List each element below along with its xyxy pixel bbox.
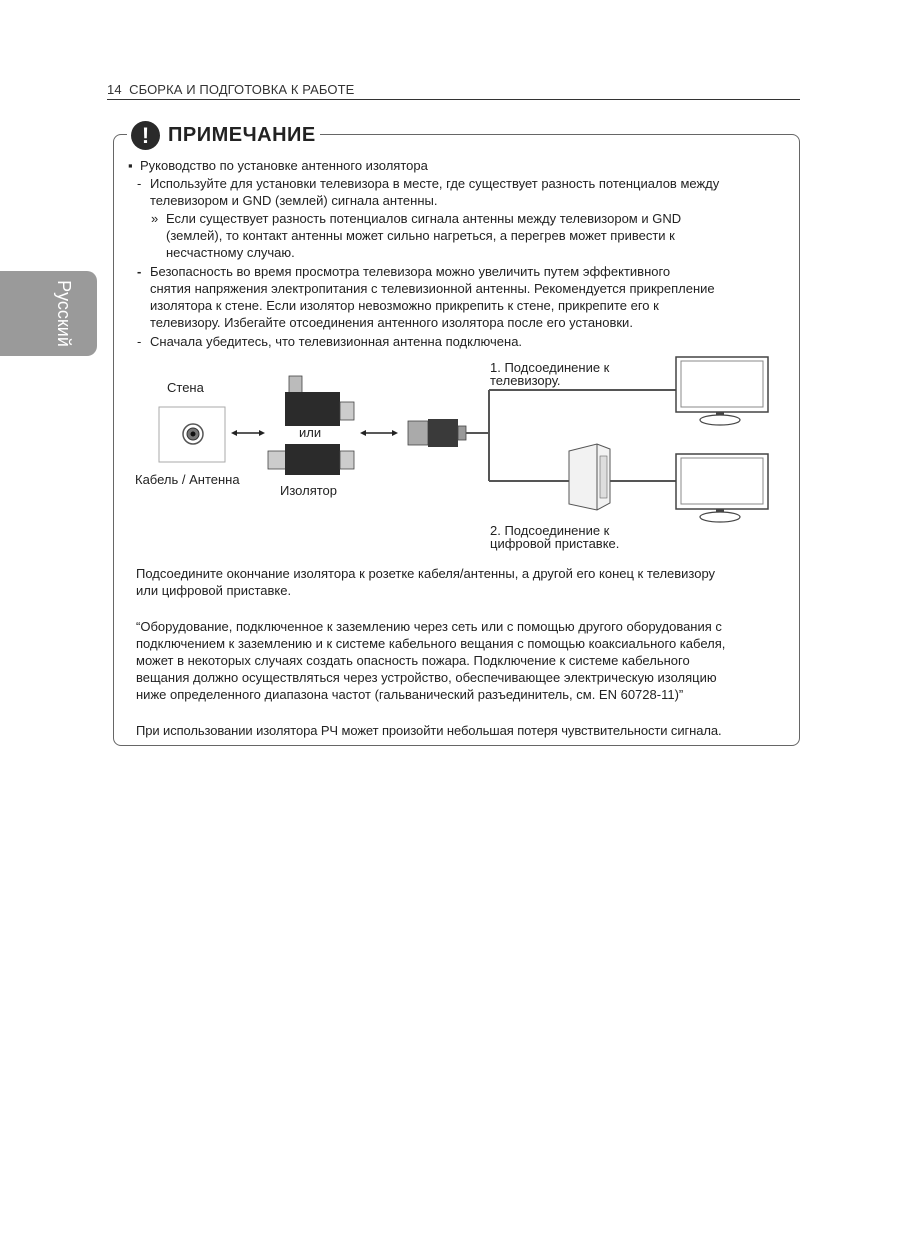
item2-line: снятия напряжения электропитания с телевизионной антенны. Рекомендуется прикрепление: [150, 281, 715, 296]
connection-stb-label: 2. Подсоединение к: [490, 523, 610, 538]
wall-outlet-icon: [159, 407, 225, 462]
double-arrow-icon: [360, 430, 398, 436]
quote-paragraph-line: вещания должно осуществляться через устройство, обеспечивающее электрическую изоляцию: [136, 670, 717, 685]
item1-line: Используйте для установки телевизора в месте, где существует разность потенциалов между: [150, 176, 720, 191]
cable-antenna-label: Кабель / Антенна: [135, 472, 240, 487]
dash-marker: -: [137, 264, 142, 279]
double-arrow-icon: [231, 430, 265, 436]
note-title: ПРИМЕЧАНИЕ: [168, 123, 316, 146]
isolator-label: Изолятор: [280, 483, 337, 498]
page-number: 14: [107, 82, 122, 97]
item1-line: телевизором и GND (землей) сигнала антенны.: [150, 193, 438, 208]
item2-line: изолятора к стене. Если изолятор невозможно прикрепить к стене, прикрепите его к: [150, 298, 659, 313]
set-top-box-icon: [569, 444, 610, 510]
rf-loss-paragraph: При использовании изолятора РЧ может произойти небольшая потеря чувствительности сигнала.: [136, 723, 722, 738]
subitem-line: Если существует разность потенциалов сигнала антенны между телевизором и GND: [166, 211, 682, 226]
tv-icon: [676, 454, 768, 522]
or-label: или: [299, 425, 322, 440]
section-title: СБОРКА И ПОДГОТОВКА К РАБОТЕ: [129, 82, 355, 97]
connection-tv-label: телевизору.: [490, 373, 561, 388]
connect-paragraph-line: Подсоедините окончание изолятора к розетке кабеля/антенны, а другой его конец к телевизору: [136, 566, 716, 581]
dash-marker: -: [137, 334, 142, 349]
item2-line: Безопасность во время просмотра телевизора можно увеличить путем эффективного: [150, 264, 671, 279]
language-side-tab-label: Русский: [54, 280, 74, 347]
quote-paragraph-line: “Оборудование, подключенное к заземлению через сеть или с помощью другого оборудования с: [136, 619, 722, 634]
isolator-angled-icon: [285, 376, 354, 426]
connection-stb-label: цифровой приставке.: [490, 536, 620, 551]
connect-paragraph-line: или цифровой приставке.: [136, 583, 292, 598]
coax-plug-icon: [408, 419, 466, 447]
quote-paragraph-line: может в некоторых случаях создать опасность пожара. Подключение к системе кабельного: [136, 653, 690, 668]
subitem-line: несчастному случаю.: [166, 245, 295, 260]
wall-label: Стена: [167, 380, 204, 395]
isolator-straight-icon: [268, 444, 354, 475]
subbullet-marker: »: [151, 211, 159, 226]
connection-tv-label: 1. Подсоединение к: [490, 360, 610, 375]
item3-line: Сначала убедитесь, что телевизионная антенна подключена.: [150, 334, 523, 349]
quote-paragraph-line: ниже определенного диапазона частот (гальванический разъединитель, см. EN 60728-11)”: [136, 687, 684, 702]
exclamation-icon: !: [131, 121, 160, 150]
bullet-title: Руководство по установке антенного изолятора: [140, 158, 428, 173]
bullet-marker: ▪: [128, 158, 133, 173]
tv-icon: [676, 357, 768, 425]
quote-paragraph-line: подключением к заземлению и к системе кабельного вещания с помощью коаксиального кабеля,: [136, 636, 726, 651]
dash-marker: -: [137, 176, 142, 191]
subitem-line: (землей), то контакт антенны может сильно нагреться, а перегрев может привести к: [166, 228, 675, 243]
item2-line: телевизору. Избегайте отсоединения антенного изолятора после его установки.: [150, 315, 633, 330]
